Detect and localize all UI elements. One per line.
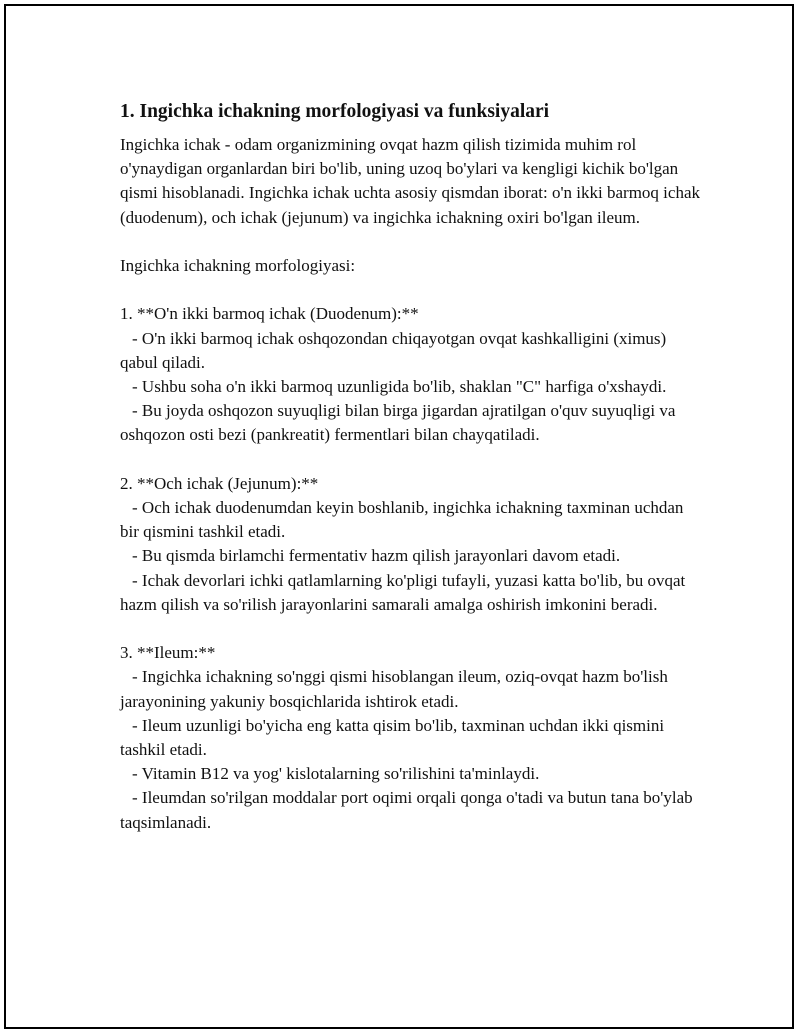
list-item	[120, 714, 700, 762]
list-item-text: - Ileum uzunligi bo'yicha eng katta qisim bo'lib, taxminan uchdan ikki qismini tashkil etadi.	[120, 715, 665, 760]
section-heading-jejunum: 2. **Och ichak (Jejunum):**	[120, 473, 319, 493]
list-item	[120, 569, 700, 617]
morphology-heading: Ingichka ichakning morfologiyasi:	[120, 256, 356, 275]
spacer	[120, 278, 700, 302]
document-content	[120, 99, 700, 835]
document-title: 1. Ingichka ichakning morfologiyasi va funksiyalari	[120, 101, 550, 122]
list-item	[120, 665, 700, 713]
list-item	[120, 327, 700, 375]
spacer	[120, 617, 700, 641]
spacer	[120, 230, 700, 254]
list-item-text: - Bu joyda oshqozon suyuqligi bilan birga jigardan ajratilgan o'quv suyuqligi va oshqozon osti bezi (pankreatit) fermentlari bilan chayqatiladi.	[120, 401, 676, 445]
list-item-text: - Och ichak duodenumdan keyin boshlanib, ingichka ichakning taxminan uchdan bir qismini tashkil etadi.	[120, 498, 684, 542]
list-item	[120, 496, 700, 544]
intro-paragraph: Ingichka ichak - odam organizmining ovqat hazm qilish tizimida muhim rol o'ynaydigan organlardan biri bo'lib, uning uzoq bo'ylari va kengligi kichik bo'lgan qismi hisoblanadi. Ingichka ichak uchta asosiy qismdan iborat: o'n ikki barmoq ichak (duodenum), och ichak (jejunum) va ingichka ichakning oxiri bo'lgan ileum.	[120, 135, 701, 227]
list-item	[120, 375, 700, 399]
list-item	[120, 399, 700, 447]
list-item-text: - Ingichka ichakning so'nggi qismi hisoblangan ileum, oziq-ovqat hazm bo'lish jarayonining yakuniy bosqichlarida ishtirok etadi.	[120, 667, 668, 711]
list-item	[120, 544, 700, 568]
list-item-text: - Ileumdan so'rilgan moddalar port oqimi orqali qonga o'tadi va butun tana bo'ylab taqsimlanadi.	[120, 788, 693, 832]
section-heading-duodenum: 1. **O'n ikki barmoq ichak (Duodenum):**	[120, 304, 419, 324]
list-item	[120, 762, 700, 786]
section-heading-ileum: 3. **Ileum:**	[120, 643, 216, 663]
list-item-text: - Bu qismda birlamchi fermentativ hazm qilish jarayonlari davom etadi.	[132, 546, 621, 566]
list-item	[120, 786, 700, 834]
list-item-text: - Ushbu soha o'n ikki barmoq uzunligida bo'lib, shaklan "C" harfiga o'xshaydi.	[132, 377, 667, 396]
spacer	[120, 448, 700, 472]
list-item-text: - O'n ikki barmoq ichak oshqozondan chiqayotgan ovqat kashkalligini (ximus) qabul qiladi.	[120, 328, 667, 372]
list-item-text: - Vitamin B12 va yog' kislotalarning so'rilishini ta'minlaydi.	[132, 764, 540, 784]
list-item-text: - Ichak devorlari ichki qatlamlarning ko'pligi tufayli, yuzasi katta bo'lib, bu ovqat hazm qilish va so'rilish jarayonlarini samarali amalga oshirish imkonini beradi.	[120, 570, 686, 614]
page-frame	[4, 4, 794, 1029]
